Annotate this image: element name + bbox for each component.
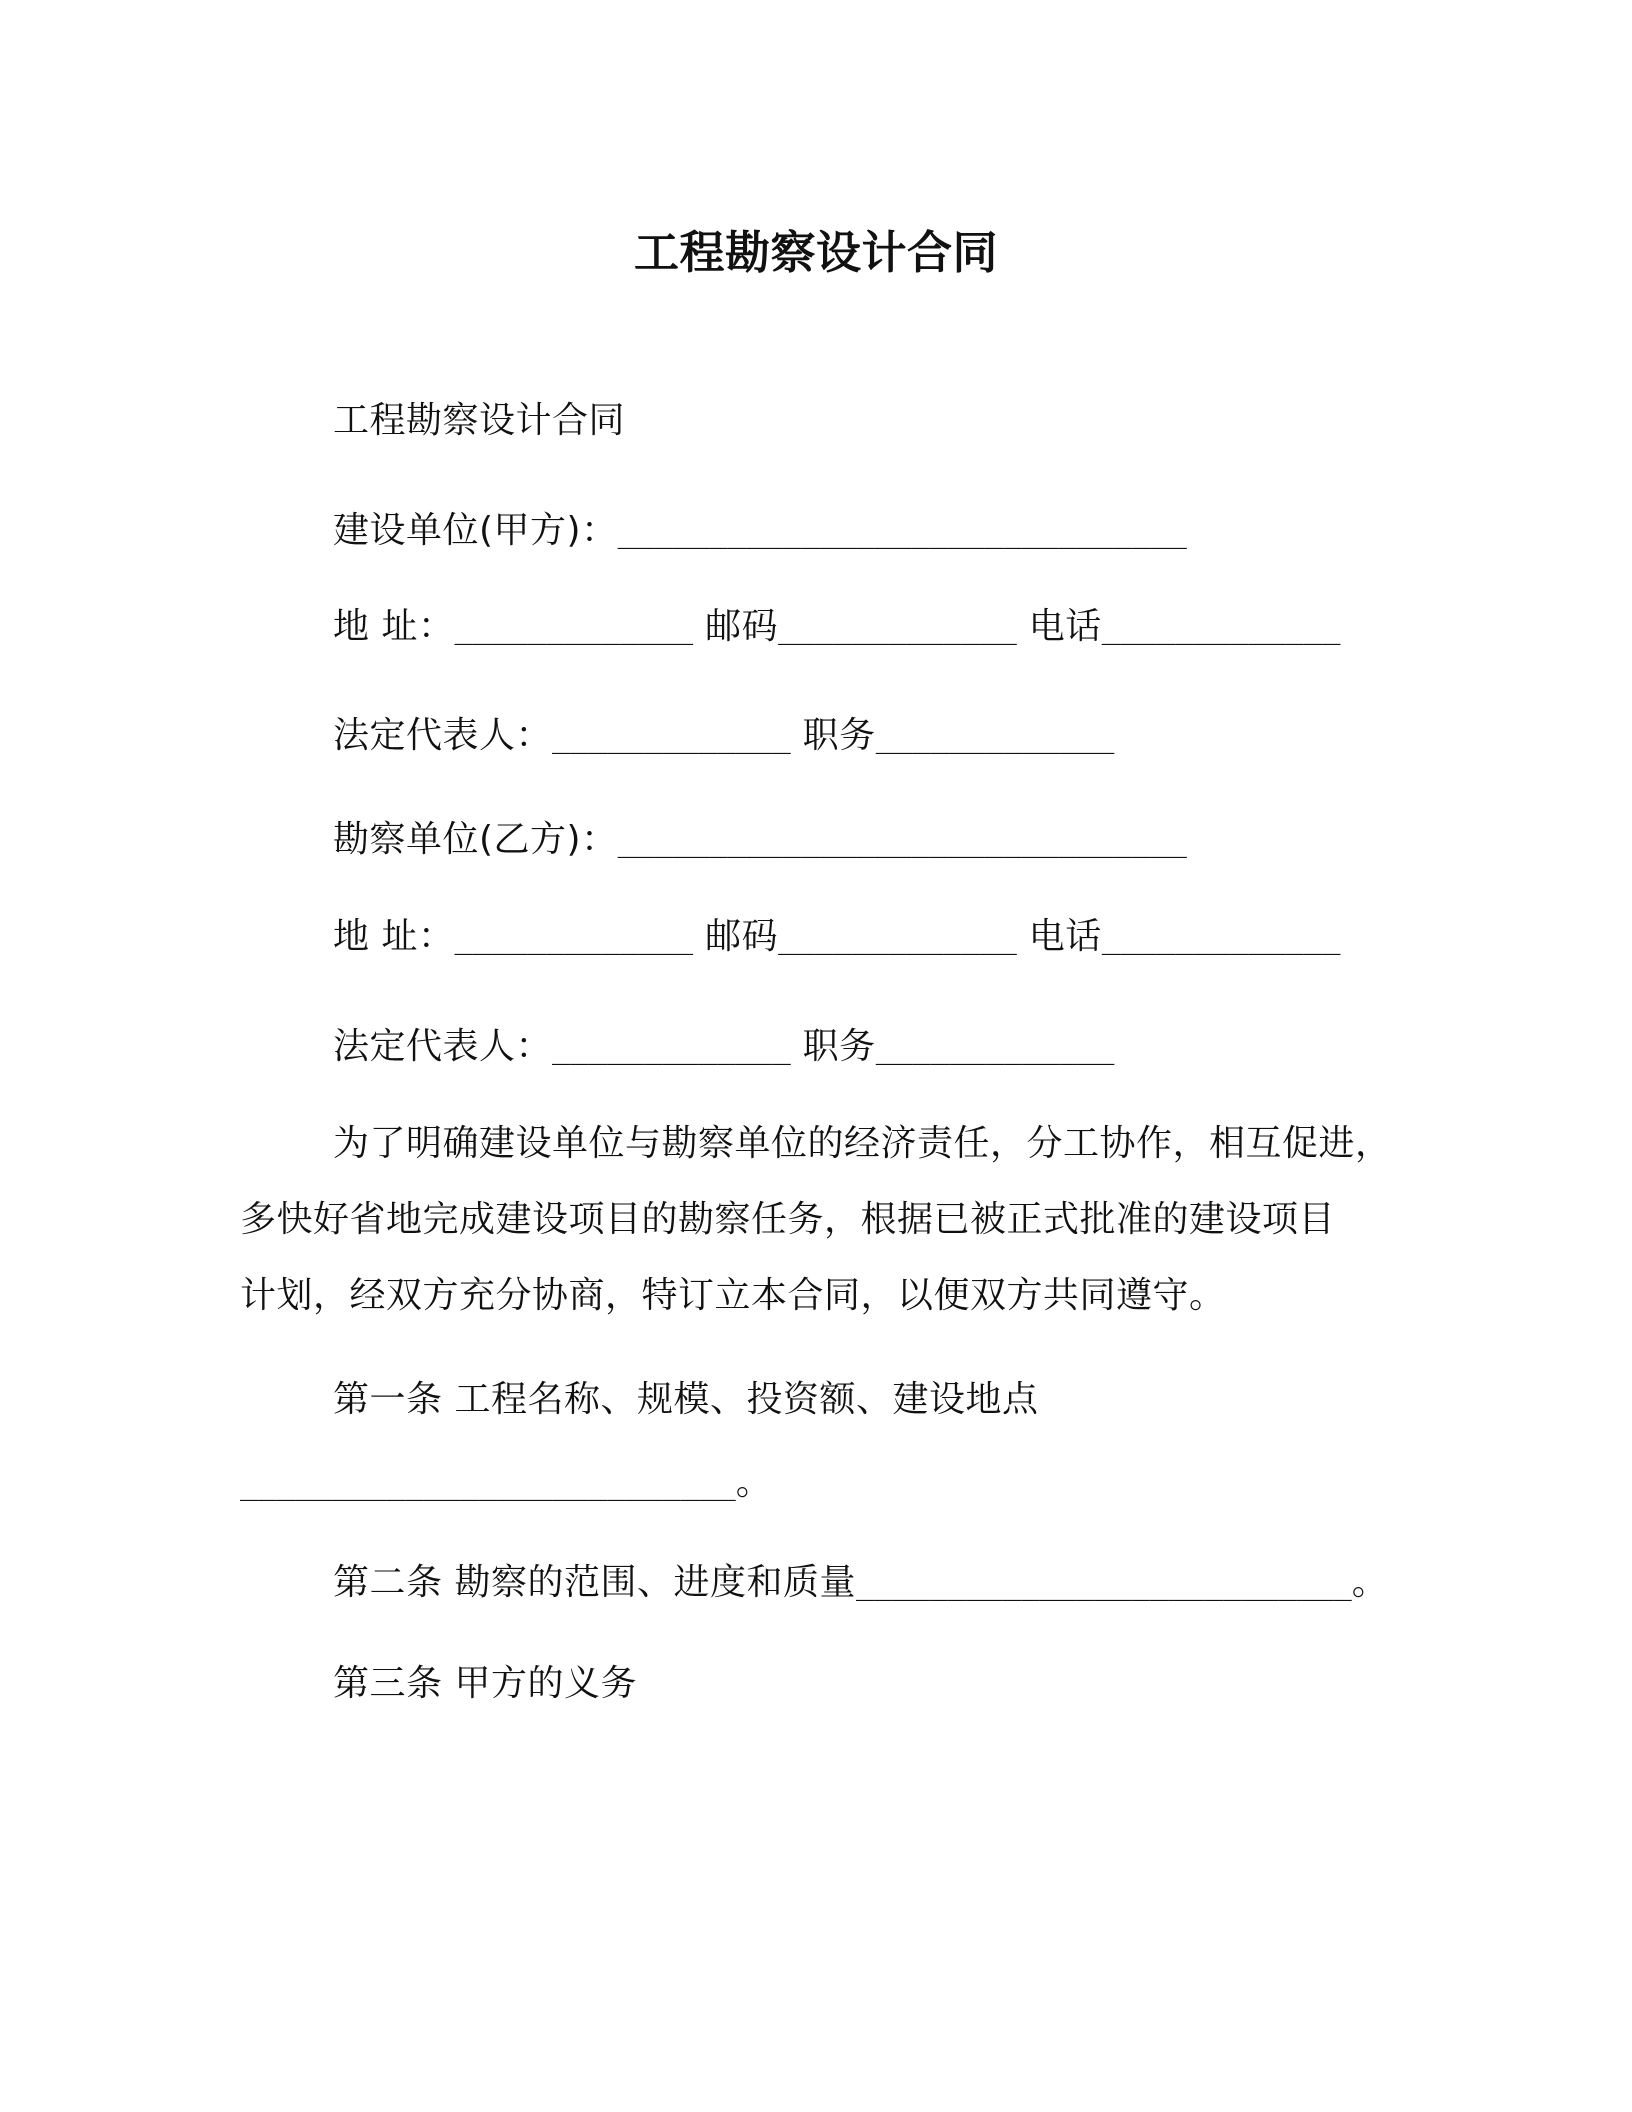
article-2-end-mark: 。 <box>1351 1562 1389 1603</box>
intro-paragraph-line <box>240 1196 1335 1244</box>
party-b-phone-blank: _____________ <box>1101 921 1341 956</box>
party-b-rep-label: 法定代表人： <box>333 1026 553 1067</box>
party-a-postcode-label: 邮码 <box>693 606 779 647</box>
party-a-address-blank: _____________ <box>454 611 694 646</box>
party-b-representative-line <box>333 1023 1114 1071</box>
contract-subtitle <box>333 397 625 445</box>
party-a-representative-line <box>333 712 1114 760</box>
contract-subtitle-text: 工程勘察设计合同 <box>333 400 626 441</box>
intro-paragraph-line <box>333 1120 1392 1168</box>
party-b-postcode-blank: _____________ <box>778 921 1017 956</box>
article-2-blank: ___________________________ <box>855 1567 1352 1602</box>
intro-text-line-1: 为了明确建设单位与勘察单位的经济责任，分工协作，相互促进， <box>333 1123 1392 1164</box>
intro-text-line-2: 多快好省地完成建设项目的勘察任务，根据已被正式批准的建设项目 <box>240 1199 1336 1240</box>
party-b-unit-label: 勘察单位(乙方)： <box>333 819 618 860</box>
party-b-rep-blank: _____________ <box>552 1031 791 1066</box>
party-b-address-blank: _____________ <box>454 921 694 956</box>
party-a-unit-line <box>333 507 1187 555</box>
party-b-address-label: 地 址： <box>333 916 455 957</box>
party-a-unit-blank: _______________________________ <box>617 515 1187 550</box>
article-1-end-mark: 。 <box>735 1462 773 1503</box>
document-title: 工程勘察设计合同 <box>633 226 998 279</box>
party-b-position-blank: _____________ <box>875 1031 1115 1066</box>
intro-text-line-3: 计划，经双方充分协商，特订立本合同，以便双方共同遵守。 <box>240 1275 1226 1316</box>
article-1-blank: ___________________________ <box>240 1467 736 1502</box>
article-2-heading-text: 第二条 勘察的范围、进度和质量 <box>333 1562 856 1603</box>
party-a-unit-label: 建设单位(甲方)： <box>333 510 618 551</box>
party-a-rep-label: 法定代表人： <box>333 715 553 756</box>
article-1-heading-text: 第一条 工程名称、规模、投资额、建设地点 <box>333 1379 1039 1420</box>
party-b-unit-blank: _______________________________ <box>617 824 1187 859</box>
party-b-postcode-label: 邮码 <box>693 916 779 957</box>
party-a-postcode-blank: _____________ <box>778 611 1017 646</box>
party-a-contact-line <box>333 603 1341 651</box>
article-2-line <box>333 1559 1388 1607</box>
party-a-address-label: 地 址： <box>333 606 455 647</box>
article-1-heading <box>333 1376 1038 1424</box>
party-a-phone-blank: _____________ <box>1101 611 1341 646</box>
article-1-fill-line <box>240 1459 772 1507</box>
party-a-position-label: 职务 <box>790 715 876 756</box>
party-b-unit-line <box>333 816 1187 864</box>
party-a-rep-blank: _____________ <box>552 720 791 755</box>
party-b-contact-line <box>333 913 1341 961</box>
party-a-phone-label: 电话 <box>1016 606 1102 647</box>
article-3-heading-text: 第三条 甲方的义务 <box>333 1663 637 1704</box>
party-b-position-label: 职务 <box>790 1026 876 1067</box>
party-a-position-blank: _____________ <box>875 720 1115 755</box>
article-3-heading <box>333 1660 637 1708</box>
intro-paragraph-line <box>240 1272 1226 1320</box>
party-b-phone-label: 电话 <box>1016 916 1102 957</box>
